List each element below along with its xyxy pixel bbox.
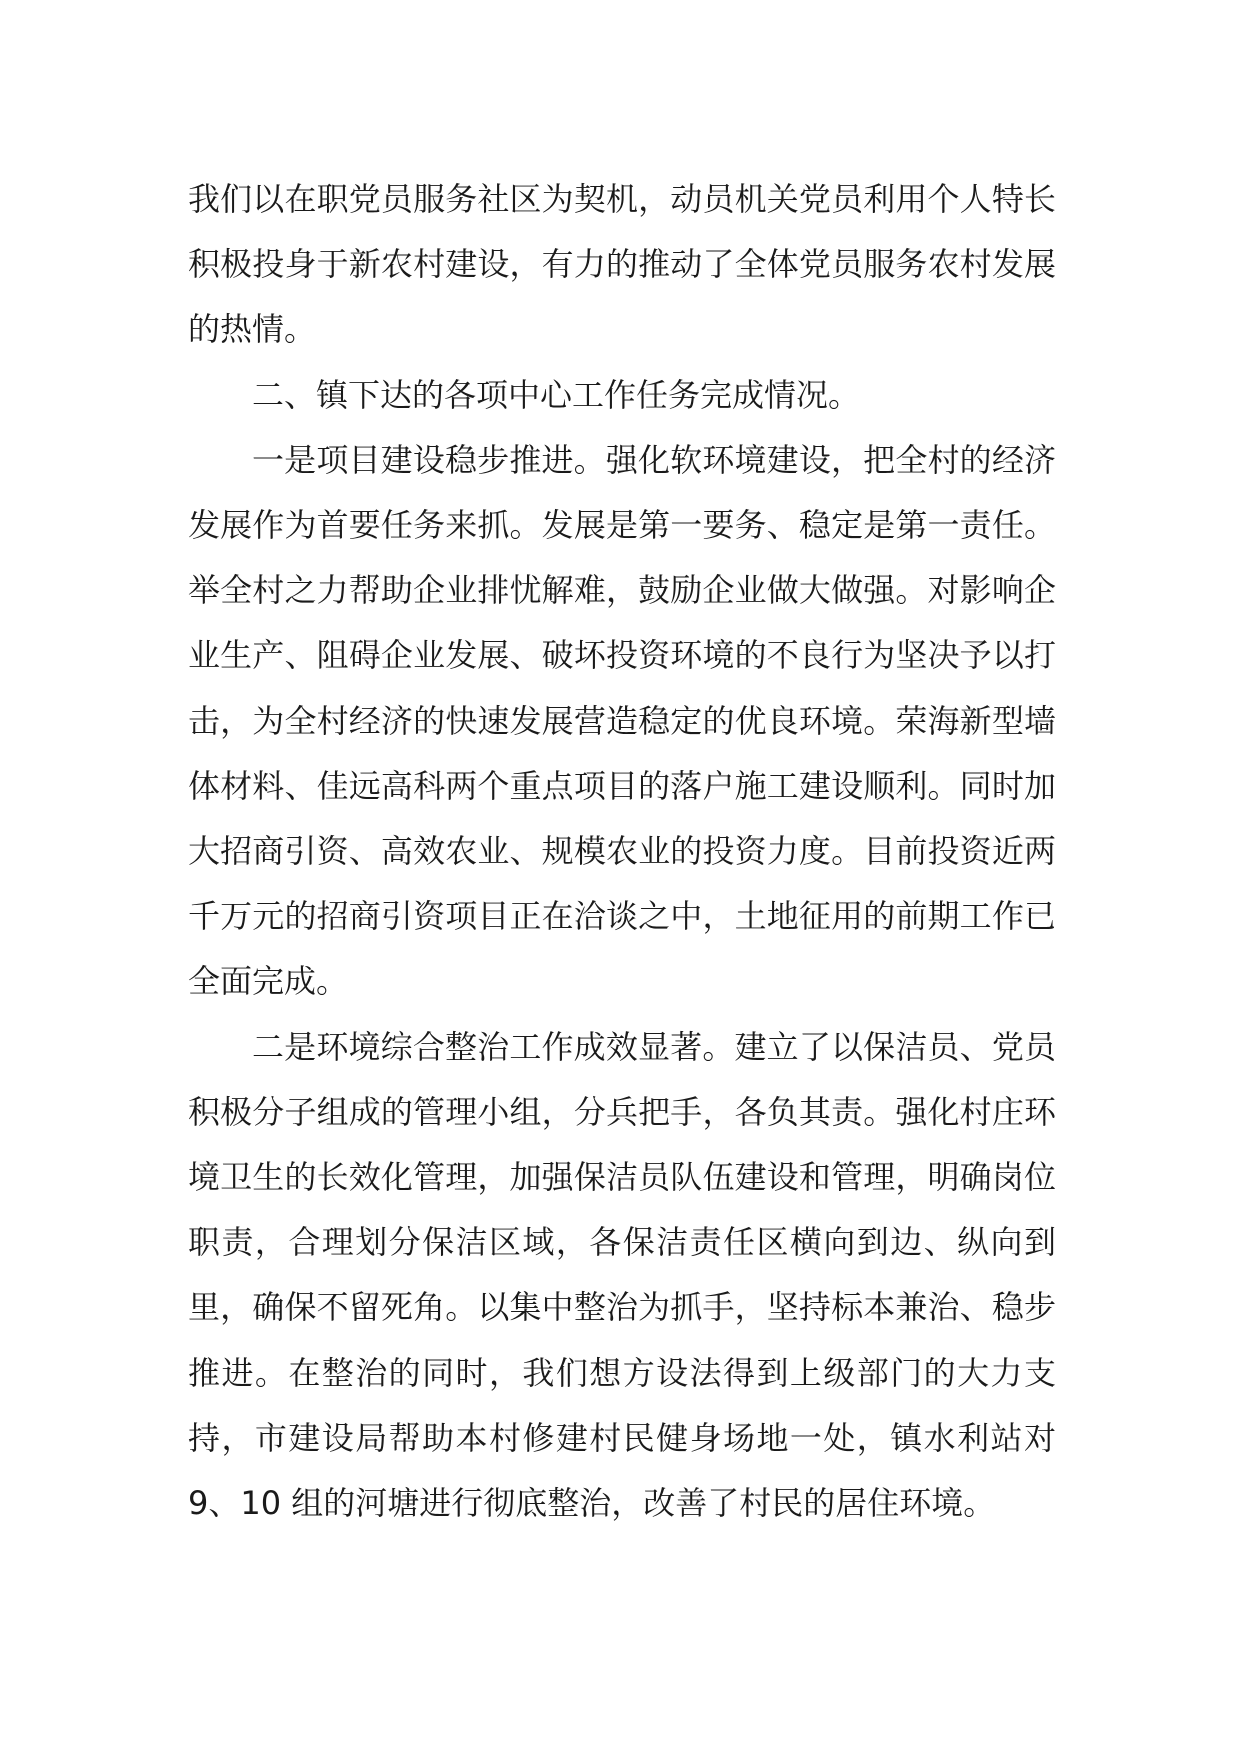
section-heading: 二、镇下达的各项中心工作任务完成情况。 [252, 375, 861, 414]
paragraph-environment-rectification: 二是环境综合整治工作成效显著。建立了以保洁员、党员积极分子组成的管理小组，分兵把手，各负其责。强化村庄环境卫生的长效化管理，加强保洁员队伍建设和管理，明确岗位职责，合理划分保洁区域，各保洁责任区横向到边、纵向到里，确保不留死角。以集中整治为抓手，坚持标本兼治、稳步推进。在整治的同时，我们想方设法得到上级部门的大力支持，市建设局帮助本村修建村民健身场地一处，镇水利站对 9、10 组的河塘进行彻底整治，改善了村民的居住环境。 [188, 1027, 1056, 1523]
paragraph-project-construction: 一是项目建设稳步推进。强化软环境建设，把全村的经济发展作为首要任务来抓。发展是第一要务、稳定是第一责任。举全村之力帮助企业排忧解难，鼓励企业做大做强。对影响企业生产、阻碍企业发展、破坏投资环境的不良行为坚决予以打击，为全村经济的快速发展营造稳定的优良环境。荣海新型墙体材料、佳远高科两个重点项目的落户施工建设顺利。同时加大招商引资、高效农业、规模农业的投资力度。目前投资近两千万元的招商引资项目正在洽谈之中，土地征用的前期工作已全面完成。 [188, 440, 1056, 1001]
document-body [188, 167, 1056, 1536]
paragraph-continuation: 我们以在职党员服务社区为契机，动员机关党员利用个人特长积极投身于新农村建设，有力的推动了全体党员服务农村发展的热情。 [188, 180, 1056, 349]
